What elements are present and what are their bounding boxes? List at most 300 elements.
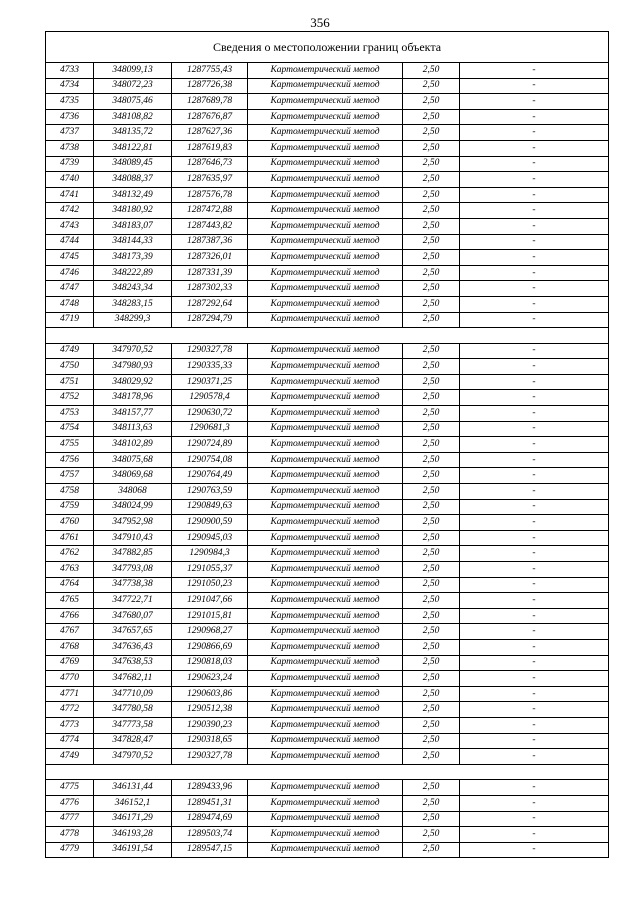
y-coordinate-cell: 1290603,86 (172, 686, 248, 702)
description-cell: - (460, 811, 609, 827)
method-cell: Картометрический метод (248, 842, 403, 858)
y-coordinate-cell: 1290724,89 (172, 437, 248, 453)
description-cell: - (460, 437, 609, 453)
y-coordinate-cell: 1290318,65 (172, 733, 248, 749)
y-coordinate-cell: 1290754,08 (172, 452, 248, 468)
x-coordinate-cell: 348029,92 (94, 374, 172, 390)
y-coordinate-cell: 1291055,37 (172, 562, 248, 578)
x-coordinate-cell: 348178,96 (94, 390, 172, 406)
x-coordinate-cell: 348088,37 (94, 172, 172, 188)
accuracy-cell: 2,50 (403, 359, 460, 375)
table-row (46, 203, 609, 219)
accuracy-cell: 2,50 (403, 780, 460, 796)
table-title: Сведения о местоположении границ объекта (46, 32, 609, 63)
point-number-cell: 4743 (46, 218, 94, 234)
x-coordinate-cell: 347636,43 (94, 639, 172, 655)
table-row (46, 109, 609, 125)
y-coordinate-cell: 1287331,39 (172, 265, 248, 281)
x-coordinate-cell: 348135,72 (94, 125, 172, 141)
method-cell: Картометрический метод (248, 312, 403, 328)
point-number-cell: 4751 (46, 374, 94, 390)
description-cell: - (460, 795, 609, 811)
x-coordinate-cell: 347828,47 (94, 733, 172, 749)
x-coordinate-cell: 348183,07 (94, 218, 172, 234)
table-row (46, 296, 609, 312)
y-coordinate-cell: 1290818,03 (172, 655, 248, 671)
description-cell: - (460, 577, 609, 593)
separator-cell (46, 328, 609, 344)
accuracy-cell: 2,50 (403, 421, 460, 437)
method-cell: Картометрический метод (248, 172, 403, 188)
accuracy-cell: 2,50 (403, 671, 460, 687)
method-cell: Картометрический метод (248, 234, 403, 250)
y-coordinate-cell: 1287472,88 (172, 203, 248, 219)
accuracy-cell: 2,50 (403, 702, 460, 718)
point-number-cell: 4749 (46, 343, 94, 359)
method-cell: Картометрический метод (248, 686, 403, 702)
y-coordinate-cell: 1287292,64 (172, 296, 248, 312)
x-coordinate-cell: 348122,81 (94, 140, 172, 156)
x-coordinate-cell: 348024,99 (94, 499, 172, 515)
method-cell: Картометрический метод (248, 733, 403, 749)
x-coordinate-cell: 348144,33 (94, 234, 172, 250)
description-cell: - (460, 671, 609, 687)
x-coordinate-cell: 348157,77 (94, 406, 172, 422)
table-row (46, 733, 609, 749)
accuracy-cell: 2,50 (403, 109, 460, 125)
accuracy-cell: 2,50 (403, 686, 460, 702)
table-row (46, 577, 609, 593)
y-coordinate-cell: 1290390,23 (172, 717, 248, 733)
x-coordinate-cell: 347970,52 (94, 749, 172, 765)
table-row (46, 686, 609, 702)
accuracy-cell: 2,50 (403, 842, 460, 858)
table-row (46, 780, 609, 796)
description-cell: - (460, 250, 609, 266)
x-coordinate-cell: 348102,89 (94, 437, 172, 453)
accuracy-cell: 2,50 (403, 390, 460, 406)
y-coordinate-cell: 1287443,82 (172, 218, 248, 234)
accuracy-cell: 2,50 (403, 172, 460, 188)
table-row (46, 312, 609, 328)
method-cell: Картометрический метод (248, 187, 403, 203)
y-coordinate-cell: 1290371,25 (172, 374, 248, 390)
y-coordinate-cell: 1287326,01 (172, 250, 248, 266)
point-number-cell: 4737 (46, 125, 94, 141)
x-coordinate-cell: 348072,23 (94, 78, 172, 94)
y-coordinate-cell: 1290578,4 (172, 390, 248, 406)
x-coordinate-cell: 348243,34 (94, 281, 172, 297)
table-row (46, 702, 609, 718)
y-coordinate-cell: 1290327,78 (172, 343, 248, 359)
accuracy-cell: 2,50 (403, 156, 460, 172)
point-number-cell: 4758 (46, 484, 94, 500)
point-number-cell: 4759 (46, 499, 94, 515)
description-cell: - (460, 702, 609, 718)
y-coordinate-cell: 1290512,38 (172, 702, 248, 718)
accuracy-cell: 2,50 (403, 577, 460, 593)
description-cell: - (460, 421, 609, 437)
y-coordinate-cell: 1290763,59 (172, 484, 248, 500)
table-row (46, 125, 609, 141)
point-number-cell: 4739 (46, 156, 94, 172)
accuracy-cell: 2,50 (403, 187, 460, 203)
y-coordinate-cell: 1287676,87 (172, 109, 248, 125)
point-number-cell: 4757 (46, 468, 94, 484)
description-cell: - (460, 172, 609, 188)
table-row (46, 795, 609, 811)
table-row (46, 562, 609, 578)
accuracy-cell: 2,50 (403, 593, 460, 609)
table-row (46, 515, 609, 531)
method-cell: Картометрический метод (248, 140, 403, 156)
method-cell: Картометрический метод (248, 296, 403, 312)
method-cell: Картометрический метод (248, 795, 403, 811)
description-cell: - (460, 546, 609, 562)
x-coordinate-cell: 347882,85 (94, 546, 172, 562)
table-row (46, 250, 609, 266)
accuracy-cell: 2,50 (403, 624, 460, 640)
point-number-cell: 4768 (46, 639, 94, 655)
description-cell: - (460, 390, 609, 406)
point-number-cell: 4748 (46, 296, 94, 312)
method-cell: Картометрический метод (248, 499, 403, 515)
y-coordinate-cell: 1287635,97 (172, 172, 248, 188)
x-coordinate-cell: 348113,63 (94, 421, 172, 437)
accuracy-cell: 2,50 (403, 234, 460, 250)
table-row (46, 218, 609, 234)
y-coordinate-cell: 1290681,3 (172, 421, 248, 437)
table-row (46, 374, 609, 390)
point-number-cell: 4733 (46, 63, 94, 79)
point-number-cell: 4756 (46, 452, 94, 468)
accuracy-cell: 2,50 (403, 437, 460, 453)
point-number-cell: 4735 (46, 94, 94, 110)
table-row (46, 63, 609, 79)
method-cell: Картометрический метод (248, 577, 403, 593)
y-coordinate-cell: 1287576,78 (172, 187, 248, 203)
x-coordinate-cell: 348283,15 (94, 296, 172, 312)
table-row (46, 421, 609, 437)
description-cell: - (460, 484, 609, 500)
point-number-cell: 4771 (46, 686, 94, 702)
point-number-cell: 4765 (46, 593, 94, 609)
description-cell: - (460, 234, 609, 250)
accuracy-cell: 2,50 (403, 203, 460, 219)
y-coordinate-cell: 1290764,49 (172, 468, 248, 484)
point-number-cell: 4736 (46, 109, 94, 125)
description-cell: - (460, 78, 609, 94)
accuracy-cell: 2,50 (403, 733, 460, 749)
y-coordinate-cell: 1290630,72 (172, 406, 248, 422)
y-coordinate-cell: 1289451,31 (172, 795, 248, 811)
x-coordinate-cell: 348132,49 (94, 187, 172, 203)
description-cell: - (460, 406, 609, 422)
separator-cell (46, 764, 609, 780)
table-header-row (46, 32, 609, 63)
x-coordinate-cell: 348173,39 (94, 250, 172, 266)
method-cell: Картометрический метод (248, 78, 403, 94)
method-cell: Картометрический метод (248, 156, 403, 172)
table-row (46, 546, 609, 562)
y-coordinate-cell: 1290623,24 (172, 671, 248, 687)
description-cell: - (460, 203, 609, 219)
table-row (46, 827, 609, 843)
x-coordinate-cell: 347773,58 (94, 717, 172, 733)
y-coordinate-cell: 1287627,36 (172, 125, 248, 141)
x-coordinate-cell: 347722,71 (94, 593, 172, 609)
table-row (46, 639, 609, 655)
table-row (46, 593, 609, 609)
method-cell: Картометрический метод (248, 390, 403, 406)
accuracy-cell: 2,50 (403, 546, 460, 562)
x-coordinate-cell: 347793,08 (94, 562, 172, 578)
point-number-cell: 4776 (46, 795, 94, 811)
table-row (46, 78, 609, 94)
method-cell: Картометрический метод (248, 109, 403, 125)
point-number-cell: 4766 (46, 608, 94, 624)
method-cell: Картометрический метод (248, 749, 403, 765)
accuracy-cell: 2,50 (403, 562, 460, 578)
description-cell: - (460, 686, 609, 702)
point-number-cell: 4761 (46, 530, 94, 546)
table-row (46, 140, 609, 156)
description-cell: - (460, 156, 609, 172)
description-cell: - (460, 499, 609, 515)
x-coordinate-cell: 346131,44 (94, 780, 172, 796)
accuracy-cell: 2,50 (403, 296, 460, 312)
point-number-cell: 4763 (46, 562, 94, 578)
y-coordinate-cell: 1287755,43 (172, 63, 248, 79)
table-row (46, 624, 609, 640)
method-cell: Картометрический метод (248, 281, 403, 297)
point-number-cell: 4734 (46, 78, 94, 94)
method-cell: Картометрический метод (248, 780, 403, 796)
separator-row (46, 764, 609, 780)
accuracy-cell: 2,50 (403, 343, 460, 359)
x-coordinate-cell: 348108,82 (94, 109, 172, 125)
y-coordinate-cell: 1287294,79 (172, 312, 248, 328)
description-cell: - (460, 296, 609, 312)
method-cell: Картометрический метод (248, 63, 403, 79)
description-cell: - (460, 63, 609, 79)
y-coordinate-cell: 1291050,23 (172, 577, 248, 593)
method-cell: Картометрический метод (248, 468, 403, 484)
accuracy-cell: 2,50 (403, 639, 460, 655)
method-cell: Картометрический метод (248, 811, 403, 827)
method-cell: Картометрический метод (248, 655, 403, 671)
method-cell: Картометрический метод (248, 218, 403, 234)
description-cell: - (460, 515, 609, 531)
table-row (46, 187, 609, 203)
description-cell: - (460, 842, 609, 858)
accuracy-cell: 2,50 (403, 827, 460, 843)
method-cell: Картометрический метод (248, 530, 403, 546)
method-cell: Картометрический метод (248, 250, 403, 266)
description-cell: - (460, 187, 609, 203)
y-coordinate-cell: 1287302,33 (172, 281, 248, 297)
x-coordinate-cell: 348075,46 (94, 94, 172, 110)
table-row (46, 671, 609, 687)
description-cell: - (460, 312, 609, 328)
point-number-cell: 4752 (46, 390, 94, 406)
point-number-cell: 4744 (46, 234, 94, 250)
point-number-cell: 4769 (46, 655, 94, 671)
point-number-cell: 4767 (46, 624, 94, 640)
y-coordinate-cell: 1290984,3 (172, 546, 248, 562)
table-row (46, 452, 609, 468)
method-cell: Картометрический метод (248, 374, 403, 390)
accuracy-cell: 2,50 (403, 265, 460, 281)
table-row (46, 468, 609, 484)
method-cell: Картометрический метод (248, 562, 403, 578)
table-row (46, 359, 609, 375)
point-number-cell: 4770 (46, 671, 94, 687)
method-cell: Картометрический метод (248, 437, 403, 453)
x-coordinate-cell: 348075,68 (94, 452, 172, 468)
x-coordinate-cell: 347980,93 (94, 359, 172, 375)
description-cell: - (460, 733, 609, 749)
y-coordinate-cell: 1289474,69 (172, 811, 248, 827)
point-number-cell: 4775 (46, 780, 94, 796)
method-cell: Картометрический метод (248, 717, 403, 733)
point-number-cell: 4742 (46, 203, 94, 219)
point-number-cell: 4740 (46, 172, 94, 188)
y-coordinate-cell: 1291047,66 (172, 593, 248, 609)
description-cell: - (460, 468, 609, 484)
description-cell: - (460, 717, 609, 733)
y-coordinate-cell: 1290335,33 (172, 359, 248, 375)
y-coordinate-cell: 1289503,74 (172, 827, 248, 843)
method-cell: Картометрический метод (248, 827, 403, 843)
point-number-cell: 4747 (46, 281, 94, 297)
description-cell: - (460, 359, 609, 375)
x-coordinate-cell: 346152,1 (94, 795, 172, 811)
accuracy-cell: 2,50 (403, 140, 460, 156)
x-coordinate-cell: 348222,89 (94, 265, 172, 281)
accuracy-cell: 2,50 (403, 515, 460, 531)
y-coordinate-cell: 1290866,69 (172, 639, 248, 655)
point-number-cell: 4754 (46, 421, 94, 437)
table-row (46, 842, 609, 858)
table-row (46, 406, 609, 422)
point-number-cell: 4778 (46, 827, 94, 843)
description-cell: - (460, 140, 609, 156)
description-cell: - (460, 452, 609, 468)
page-number: 356 (310, 15, 330, 30)
x-coordinate-cell: 348299,3 (94, 312, 172, 328)
description-cell: - (460, 125, 609, 141)
point-number-cell: 4741 (46, 187, 94, 203)
description-cell: - (460, 593, 609, 609)
method-cell: Картометрический метод (248, 94, 403, 110)
table-row (46, 156, 609, 172)
method-cell: Картометрический метод (248, 702, 403, 718)
description-cell: - (460, 624, 609, 640)
point-number-cell: 4746 (46, 265, 94, 281)
table-row (46, 811, 609, 827)
table-row (46, 530, 609, 546)
accuracy-cell: 2,50 (403, 795, 460, 811)
point-number-cell: 4777 (46, 811, 94, 827)
y-coordinate-cell: 1289433,96 (172, 780, 248, 796)
description-cell: - (460, 109, 609, 125)
point-number-cell: 4779 (46, 842, 94, 858)
point-number-cell: 4772 (46, 702, 94, 718)
x-coordinate-cell: 347710,09 (94, 686, 172, 702)
point-number-cell: 4750 (46, 359, 94, 375)
x-coordinate-cell: 347682,11 (94, 671, 172, 687)
x-coordinate-cell: 348068 (94, 484, 172, 500)
x-coordinate-cell: 348089,45 (94, 156, 172, 172)
table-row (46, 343, 609, 359)
x-coordinate-cell: 347780,58 (94, 702, 172, 718)
accuracy-cell: 2,50 (403, 468, 460, 484)
description-cell: - (460, 265, 609, 281)
x-coordinate-cell: 347657,65 (94, 624, 172, 640)
method-cell: Картометрический метод (248, 546, 403, 562)
table-row (46, 484, 609, 500)
y-coordinate-cell: 1290900,59 (172, 515, 248, 531)
point-number-cell: 4764 (46, 577, 94, 593)
accuracy-cell: 2,50 (403, 250, 460, 266)
y-coordinate-cell: 1287619,83 (172, 140, 248, 156)
description-cell: - (460, 827, 609, 843)
y-coordinate-cell: 1290849,63 (172, 499, 248, 515)
x-coordinate-cell: 346171,29 (94, 811, 172, 827)
y-coordinate-cell: 1291015,81 (172, 608, 248, 624)
x-coordinate-cell: 347970,52 (94, 343, 172, 359)
description-cell: - (460, 780, 609, 796)
method-cell: Картометрический метод (248, 265, 403, 281)
method-cell: Картометрический метод (248, 452, 403, 468)
accuracy-cell: 2,50 (403, 125, 460, 141)
y-coordinate-cell: 1290945,03 (172, 530, 248, 546)
method-cell: Картометрический метод (248, 593, 403, 609)
accuracy-cell: 2,50 (403, 94, 460, 110)
table-row (46, 265, 609, 281)
table-row (46, 499, 609, 515)
x-coordinate-cell: 346191,54 (94, 842, 172, 858)
table-row (46, 281, 609, 297)
table-row (46, 437, 609, 453)
y-coordinate-cell: 1289547,15 (172, 842, 248, 858)
y-coordinate-cell: 1287726,38 (172, 78, 248, 94)
accuracy-cell: 2,50 (403, 281, 460, 297)
accuracy-cell: 2,50 (403, 406, 460, 422)
x-coordinate-cell: 347738,38 (94, 577, 172, 593)
point-number-cell: 4738 (46, 140, 94, 156)
x-coordinate-cell: 347910,43 (94, 530, 172, 546)
description-cell: - (460, 530, 609, 546)
accuracy-cell: 2,50 (403, 218, 460, 234)
accuracy-cell: 2,50 (403, 530, 460, 546)
x-coordinate-cell: 346193,28 (94, 827, 172, 843)
description-cell: - (460, 655, 609, 671)
description-cell: - (460, 281, 609, 297)
point-number-cell: 4753 (46, 406, 94, 422)
y-coordinate-cell: 1290968,27 (172, 624, 248, 640)
method-cell: Картометрический метод (248, 406, 403, 422)
description-cell: - (460, 374, 609, 390)
method-cell: Картометрический метод (248, 421, 403, 437)
accuracy-cell: 2,50 (403, 484, 460, 500)
method-cell: Картометрический метод (248, 343, 403, 359)
method-cell: Картометрический метод (248, 608, 403, 624)
method-cell: Картометрический метод (248, 203, 403, 219)
x-coordinate-cell: 348180,92 (94, 203, 172, 219)
y-coordinate-cell: 1287646,73 (172, 156, 248, 172)
